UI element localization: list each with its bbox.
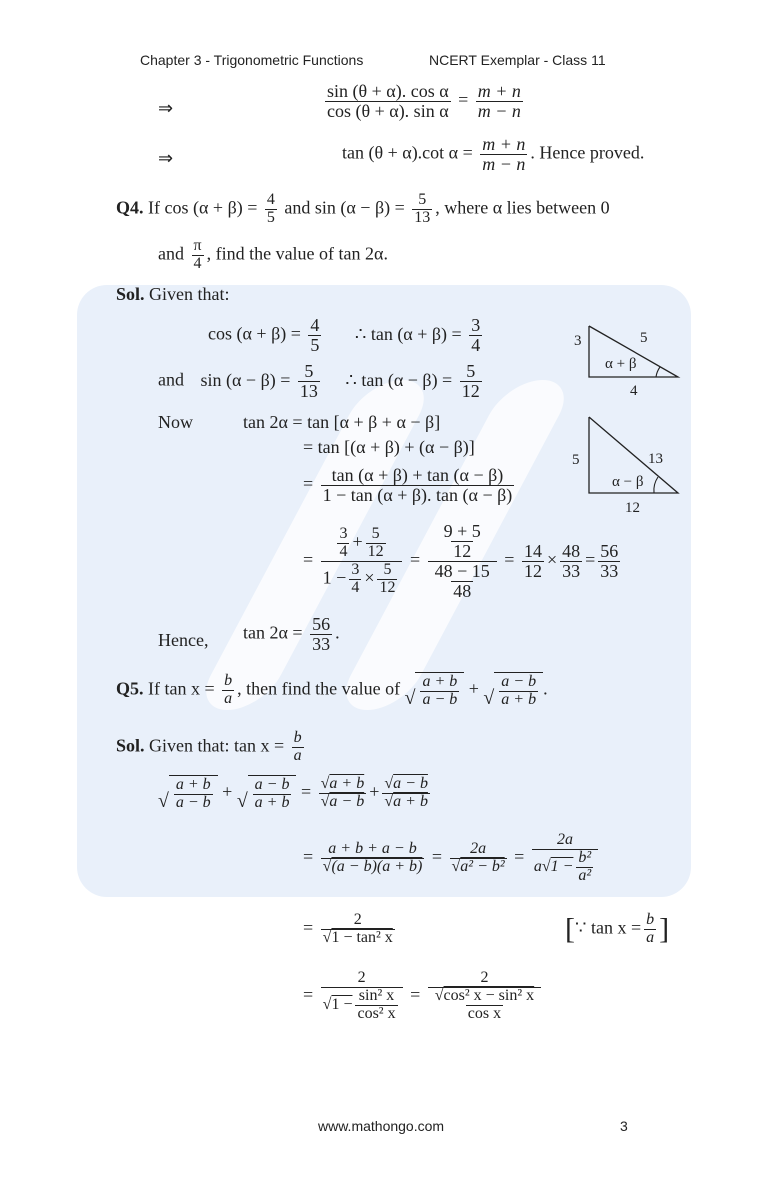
question-4-cont: and $\frac{\pi}{4}$ , find the value of tan 2α. [158,237,388,272]
step-4: = $\frac{3}{4}$ + $\frac{5}{12}$ 1 − $\frac{3}{4}$ × $\frac{5}{12}$ = $\frac{\frac{9 + 5}{12}}{\frac{48 - 15}{48}}$ = $\frac{14}{12}$ × $\frac{48}{33}$ = $\frac{56}{33}$ [303,521,619,601]
prev-eq-1: $\frac{\text{sin (θ + α). cos α}}{\text{cos (θ + α). sin α}}$ = $\frac{m + n}{m - n}$ [327,81,521,121]
svg-text:α + β: α + β [605,356,637,372]
svg-text:α − β: α − β [612,474,644,490]
chapter-title: Chapter 3 - Trigonometric Functions [140,52,364,68]
question-5: Q5. If tan x = $\frac{b}{a}$ , then find the value of √ $\frac{a + b}{a - b}$ + √ $\frac{a - b}{a + b}$ . [116,672,548,709]
book-title: NCERT Exemplar - Class 11 [429,52,606,68]
implies-arrow: ⇒ [158,98,174,118]
now-label: Now [158,412,193,432]
page-number: 3 [620,1118,628,1134]
result-tan2a: tan 2α = $\frac{56}{33}$ . [243,614,340,654]
implies-arrow: ⇒ [158,148,174,168]
solution-5: Sol. Given that: tan x = $\frac{b}{a}$ [116,729,302,764]
svg-text:4: 4 [630,383,638,399]
step-1: tan 2α = tan [α + β + α − β] [243,412,441,432]
svg-text:5: 5 [640,330,648,346]
footer-website[interactable]: www.mathongo.com [318,1118,445,1134]
step-3: = $\frac{\tan (\alpha + \beta) + \tan (\alpha - \beta)}{1 - \tan (\alpha + \beta). \tan (\alpha - \beta)}$ [303,465,513,505]
svg-text:3: 3 [574,333,582,349]
sol5-line-4: = 2 √1 − $\frac{\text{sin² x}}{\text{cos² x}}$ = $\frac{2}{\frac{\text{√cos² x − sin² x}}{\text{cos x}}}$ [303,970,544,1022]
hence-label: Hence, [158,630,209,650]
triangle-diagrams [560,320,690,520]
solution-4-label: Sol. Given that: [116,284,230,304]
svg-text:5: 5 [572,452,580,468]
sol5-line-1: √ $\frac{a + b}{a - b}$ + √ $\frac{a - b}{a + b}$ = $\frac{√a + b}{√a - b}$ + $\frac{√a - b}{√a + b}$ [158,775,428,812]
sol5-line-2: = $\frac{a + b + a - b}{√(a - b)(a + b)}$ = $\frac{2a}{\text{√a² − b²}}$ = 2a a√1 − $\frac{\text{b²}}{\text{a²}}$ [303,832,601,884]
given-row-2: and sin (α − β) = $\frac{5}{13}$ ∴ tan (α − β) = $\frac{5}{12}$ [158,361,480,401]
svg-text:12: 12 [625,500,640,516]
triangle-alpha-plus-beta [574,326,678,399]
reason-bracket: [∵ tan x = $\frac{b}{a}$ ] [565,911,670,946]
prev-eq-2: tan (θ + α).cot α = $\frac{m + n}{m - n}$ . Hence proved. [342,134,645,174]
given-row-1: cos (α + β) = $\frac{4}{5}$ ∴ tan (α + β) = $\frac{3}{4}$ [208,315,481,355]
svg-text:13: 13 [648,451,663,467]
sol5-line-3: = $\frac{2}{\text{√1 − tan² x}}$ [303,911,393,946]
question-4: Q4. If cos (α + β) = $\frac{4}{5}$ and sin (α − β) = $\frac{5}{13}$ , where α lies between 0 [116,191,610,226]
triangle-alpha-minus-beta [572,417,678,516]
step-2: = tan [(α + β) + (α − β)] [303,437,475,457]
